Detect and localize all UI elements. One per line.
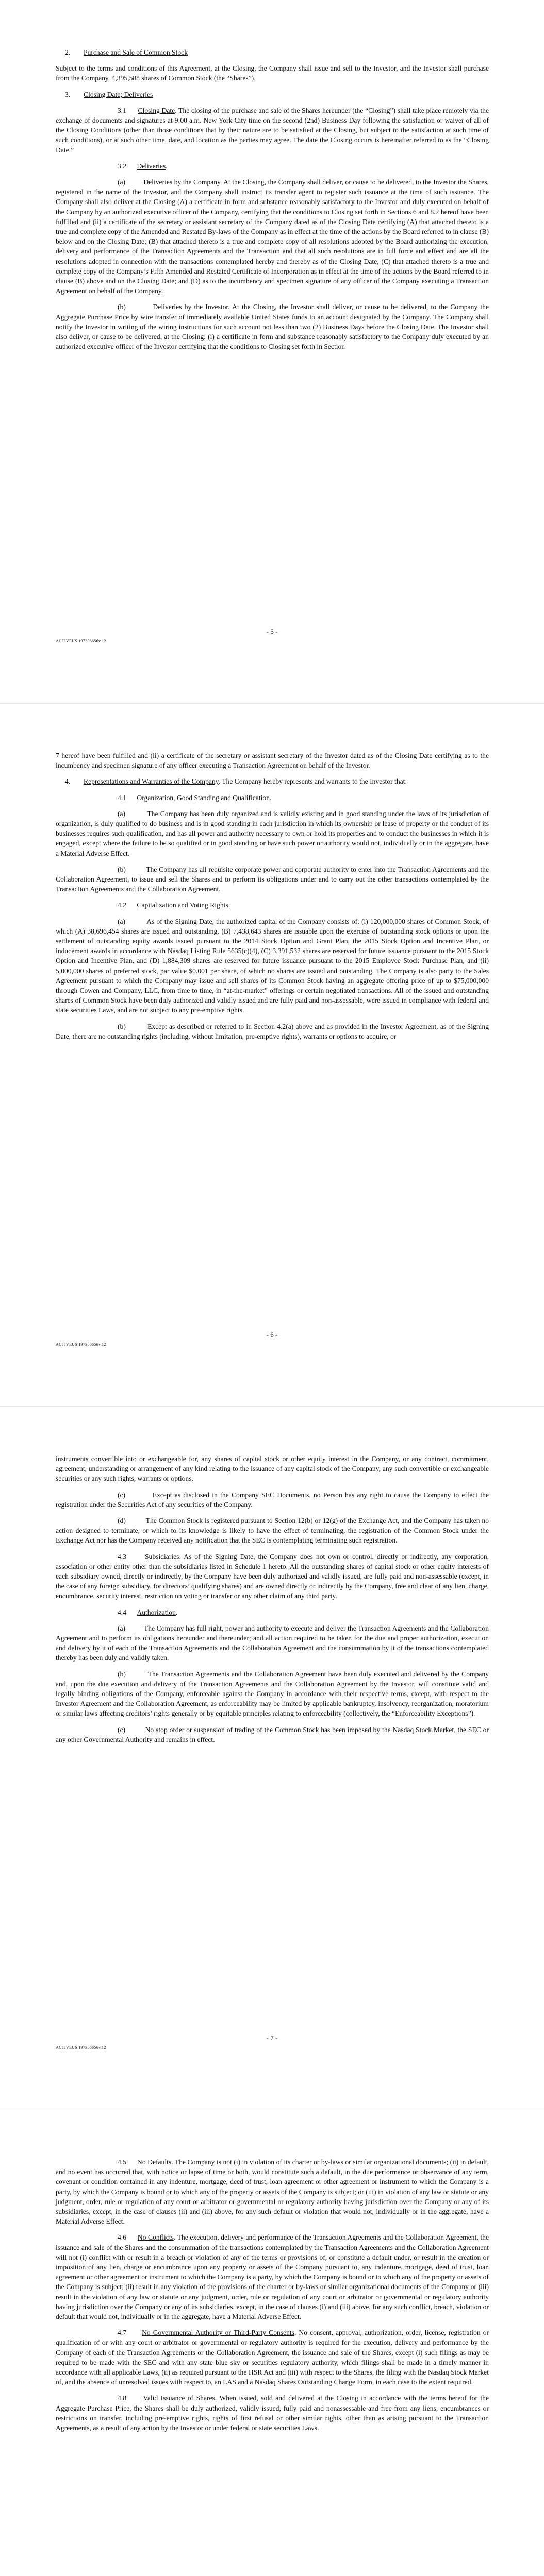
subsection-text: When issued, sold and delivered at the Closing in accordance with the terms hereof for the Aggregate Purchase Price, the Shares shall be duly authorized, validly issued, fully paid and nonassessable and free from any liens, encumbrances or restrictions on transfer, including pre-emptive rights, rights of first refusal or other similar rights, other than as arising pursuant to the Transaction Agreements, as a result of any action by the Investor or under federal or state securities Laws.	[56, 2394, 489, 2432]
clause-label: (a)	[118, 809, 126, 818]
clause-text: At the Closing, the Company shall deliver, or cause to be delivered, to the Investor the Shares, registered in the name of the Investor, and the Company shall instruct its transfer agent to register such issuance at the time of such issuance. The Company shall also deliver at the Closing (A) a certificate in form and substance reasonably satisfactory to the Investor and duly executed on behalf of the Company by an authorized executive officer of the Company, certifying that the conditions to Closing set forth in Sections 6 and 8.2 hereof have been fulfilled and (ii) a certificate of the secretary or assistant secretary of the Company dated as of the Closing Date certifying (A) that attached thereto is a true and complete copy of the Amended and Restated By-laws of the Company as in effect at the time of the actions by the Board referred to in clause (B) below and on the Closing Date; (B) that attached thereto is a true and complete copy of all resolutions adopted by the Board authorizing the execution, delivery and performance of the Transaction Agreements and the Transaction and that all such resolutions are in full force and effect and are all the resolutions adopted in connection with the transactions contemplated hereby and thereby as of the Closing Date; (C) that attached thereto is a true and complete copy of the Company’s Fifth Amended and Restated Certificate of Incorporation as in effect at the time of the actions by the Board referred to in clause (B) above and on the Closing Date; and (D) as to the incumbency and specimen signature of any officer of the Company executing a Transaction Agreement on behalf of the Company.	[56, 178, 489, 295]
subsection: 4.2 Capitalization and Voting Rights.	[118, 901, 230, 909]
section-heading: Purchase and Sale of Common Stock	[84, 48, 188, 56]
subsection: 4.5 No Defaults. The Company is not (i) in violation of its charter or by-laws or similar organizational documents; (ii) in default, and no event has occurred that, with notice or lapse of time or both, would constitute such a default, in the due performance or observance of any term, covenant or condition contained in any indenture, mortgage, deed of trust, loan agreement or other agreement or instrument to which the Company is a party, by which the Company is bound or to which any of the property or assets of the Company is subject; or (iii) in violation of any law or statute or any judgment, order, rule or regulation of any court or arbitrator or governmental or regulatory authority having jurisdiction over the Company or any of its subsidiaries, except, in the case of clauses (ii) and (iii) above, for any such default or violation that would not, individually or in the aggregate, have a Material Adverse Effect.	[56, 2158, 489, 2226]
section: 4. Representations and Warranties of the Company. The Company hereby represents and warrants to the Investor that:	[65, 776, 489, 786]
subsection: 4.6 No Conflicts. The execution, delivery and performance of the Transaction Agreements and the Collaboration Agreement, the issuance and sale of the Shares and the consummation of the transactions contemplated by the Transaction Agreements and the Collaboration Agreement will not (i) conflict with or result in a breach or violation of any of the terms or provisions of, or constitute a default under, or result in the creation or imposition of any lien, charge or encumbrance upon any property or assets of the Company pursuant to, any indenture, mortgage, deed of trust, loan agreement or other agreement or instrument to which the Company is a party, by which the Company is bound or to which any of the property or assets of the Company is subject; (ii) result in any violation of the provisions of the charter or by-laws or similar organizational documents of the Company or (iii) result in the violation of any law or statute or any judgment, order, rule or regulation of any court or arbitrator or governmental or regulatory authority having jurisdiction over the Company or any of its subsidiaries, except, in the case of clauses (i) and (iii) above, for any such conflict, breach, violation or default that would not, individually or in the aggregate, have a Material Adverse Effect.	[56, 2233, 489, 2321]
subsection-number: 4.5	[118, 2158, 126, 2166]
section	[65, 47, 489, 57]
subsection-number: 4.1	[118, 793, 126, 802]
subsection-heading: Subsidiaries	[145, 1552, 179, 1561]
clause-text: Except as disclosed in the Company SEC Documents, no Person has any right to cause the Company to effect the registration under the Securities Act of any securities of the Company.	[56, 1490, 489, 1509]
subsection-number: 3.2	[118, 162, 126, 170]
subsection-number: 4.6	[118, 2233, 126, 2242]
page-content	[56, 47, 489, 358]
section	[65, 90, 489, 99]
subsection: 4.4 Authorization.	[118, 1608, 178, 1616]
document-id: ACTIVEUS 197306656v.12	[56, 639, 106, 643]
subsection-heading: No Conflicts	[137, 2233, 174, 2242]
clause-label: (d)	[118, 1517, 126, 1525]
section-heading: Representations and Warranties of the Company	[84, 777, 219, 786]
section-number: 3.	[65, 90, 71, 98]
clause	[56, 1490, 489, 1510]
subsection-number: 4.4	[118, 1608, 126, 1616]
page-divider	[0, 1406, 544, 1407]
subsection-number: 4.7	[118, 2329, 126, 2337]
clause-text: The Company has been duly organized and is validly existing and in good standing under the laws of its jurisdiction of organization, is duly qualified to do business and is in good standing in each jurisdiction in which its ownership or lease of property or the conduct of its businesses requires such qualification, and has all power and authority necessary to own or hold its properties and to conduct the businesses in which it is engaged, except where the failure to be so qualified or in good standing or have such power or authority would not, individually or in the aggregate, have a Material Adverse Effect.	[56, 809, 489, 857]
clause-text: As of the Signing Date, the authorized capital of the Company consists of: (i) 120,000,000 shares of Common Stock, of which (A) 38,696,454 shares are issued and outstanding, (B) 7,438,643 shares are issuable upon the exercise of outstanding stock options or upon the settlement of outstanding equity awards issued pursuant to the 2014 Stock Option and Grant Plan, the 2015 Stock Option and Incentive Plan, or inducement awards in accordance with Nasdaq Listing Rule 5635(c)(4), (C) 3,391,532 shares are reserved for future issuance pursuant to the 2015 Stock Option and Incentive Plan, and (D) 1,884,309 shares are reserved for future issuance pursuant to the 2015 Employee Stock Purchase Plan, and (ii) 5,000,000 shares of preferred stock, par value $0.001 per share, of which no shares are issued and outstanding. The Company is also party to the Sales Agreement pursuant to which the Company may issue and sell shares of its Common Stock having an aggregate offering price of up to $75,000,000 through Cowen and Company, LLC, from time to time, in “at-the-market” offerings or certain negotiated transactions. All of the issued and outstanding shares of Common Stock have been duly authorized and validly issued and are fully paid and non-assessable, were issued in compliance with federal and state securities Laws, and are not subject to any pre-emptive rights.	[56, 917, 489, 1014]
subsection-heading: Authorization	[137, 1608, 176, 1616]
subsection-heading: No Defaults	[137, 2158, 172, 2166]
subsection-heading: Organization, Good Standing and Qualification	[137, 793, 270, 802]
subsection-heading: Deliveries	[137, 162, 166, 170]
clause-text: The Company has all requisite corporate power and corporate authority to enter into the Transaction Agreements and the Collaboration Agreement, to issue and sell the Shares and to perform its obligations under and to carry out the other transactions contemplated by the Transaction Agreements and the Collaboration Agreement.	[56, 865, 489, 893]
subsection-number: 4.8	[118, 2394, 126, 2402]
subsection-number: 4.2	[118, 901, 126, 909]
paragraph: 7 hereof have been fulfilled and (ii) a certificate of the secretary or assistant secretary of the Investor dated as of the Closing Date certifying as to the incumbency and specimen signature of any officer executing a Transaction Agreement on behalf of the Investor.	[56, 752, 489, 770]
clause-text: No stop order or suspension of trading of the Common Stock has been imposed by the Nasdaq Stock Market, the SEC or any other Governmental Authority and remains in effect.	[56, 1725, 489, 1743]
clause-heading: Deliveries by the Investor	[153, 303, 228, 311]
subsection: 3.2 Deliveries.	[118, 162, 168, 170]
page-content	[56, 1454, 489, 1751]
page	[0, 2110, 544, 2576]
clause-label: (b)	[118, 303, 126, 311]
page-content	[56, 751, 489, 1047]
clause	[56, 809, 489, 858]
page	[0, 1406, 544, 2110]
subsection-number: 4.3	[118, 1552, 126, 1561]
clause: (a) Deliveries by the Company. At the Closing, the Company shall deliver, or cause to be delivered, to the Investor the Shares, registered in the name of the Investor, and the Company shall instruct its transfer agent to register such issuance at the time of such issuance. The Company shall also deliver at the Closing (A) a certificate in form and substance reasonably satisfactory to the Investor and duly executed on behalf of the Company by an authorized executive officer of the Company, certifying that the conditions to Closing set forth in Sections 6 and 8.2 hereof have been fulfilled and (ii) a certificate of the secretary or assistant secretary of the Company dated as of the Closing Date certifying (A) that attached thereto is a true and complete copy of the Amended and Restated By-laws of the Company as in effect at the time of the actions by the Board referred to in clause (B) below and on the Closing Date; (B) that attached thereto is a true and complete copy of all resolutions adopted by the Board authorizing the execution, delivery and performance of the Transaction Agreements and the Transaction and that all such resolutions are in full force and effect and are all the resolutions adopted in connection with the transactions contemplated hereby and thereby as of the Closing Date; (C) that attached thereto is a true and complete copy of the Company’s Fifth Amended and Restated Certificate of Incorporation as in effect at the time of the actions by the Board referred to in clause (B) above and on the Closing Date; and (D) as to the incumbency and specimen signature of any officer of the Company executing a Transaction Agreement on behalf of the Company.	[56, 178, 489, 295]
clause-text: At the Closing, the Investor shall deliver, or cause to be delivered, to the Company the Aggregate Purchase Price by wire transfer of immediately available United States funds to an account designated by the Company. The Company shall notify the Investor in writing of the wiring instructions for such account not less than two (2) Business Days before the Closing Date. The Investor shall also deliver, or cause to be delivered, at the Closing: (i) a certificate in form and substance reasonably satisfactory to the Company duly executed by an authorized executive officer of the Investor certifying that the conditions to Closing set forth in Section	[56, 303, 489, 351]
document-id: ACTIVEUS 197306656v.12	[56, 1342, 106, 1347]
subsection-text: The execution, delivery and performance of the Transaction Agreements and the Collaboration Agreement, the issuance and sale of the Shares and the consummation of the transactions contemplated by the Transaction Agreements and the Collaboration Agreement will not (i) conflict with or result in a breach or violation of any of the terms or provisions of, or constitute a default under, or result in the creation or imposition of any lien, charge or encumbrance upon any property or assets of the Company pursuant to, any indenture, mortgage, deed of trust, loan agreement or other agreement or instrument to which the Company is a party, by which the Company is bound or to which any of the property or assets of the Company is subject; (ii) result in any violation of the provisions of the charter or by-laws or similar organizational documents of the Company or (iii) result in the violation of any law or statute or any judgment, order, rule or regulation of any court or arbitrator or governmental or regulatory authority having jurisdiction over the Company or any of its subsidiaries, except, in the case of clauses (i) and (iii) above, for any such conflict, breach, violation or default that would not, individually or in the aggregate, have a Material Adverse Effect.	[56, 2233, 489, 2321]
clause	[56, 1022, 489, 1041]
clause	[56, 1623, 489, 1663]
clause-label: (b)	[118, 865, 126, 873]
paragraph: instruments convertible into or exchangeable for, any shares of capital stock or other equity interest in the Company, or any contract, commitment, agreement, understanding or arrangement of any kind relating to the issuance of any capital stock of the Company, any such convertible or exchangeable securities or any such rights, warrants or options.	[56, 1455, 489, 1483]
clause-text: The Company has full right, power and authority to execute and deliver the Transaction Agreements and the Collaboration Agreement and to perform its obligations hereunder and thereunder; and all action required to be taken for the due and proper authorization, execution and delivery by it of each of the Transaction Agreements and the Collaboration Agreement and the consummation by it of the transactions contemplated thereby has been duly and validly taken.	[56, 1624, 489, 1662]
subsection-heading: Capitalization and Voting Rights	[137, 901, 228, 909]
page	[0, 703, 544, 1406]
clause	[56, 865, 489, 894]
paragraph: Subject to the terms and conditions of this Agreement, at the Closing, the Company shall issue and sell to the Investor, and the Investor shall purchase from the Company, 4,395,588 shares of Common Stock (the “Shares”).	[56, 64, 489, 82]
page	[0, 0, 544, 703]
subsection-heading: No Governmental Authority or Third-Party Consents	[142, 2329, 294, 2337]
clause-label: (c)	[118, 1725, 126, 1734]
subsection: 4.8 Valid Issuance of Shares. When issued, sold and delivered at the Closing in accordance with the terms hereof for the Aggregate Purchase Price, the Shares shall be duly authorized, validly issued, fully paid and nonassessable and free from any liens, encumbrances or restrictions on transfer, including pre-emptive rights, rights of first refusal or other similar rights, other than as arising pursuant to the Transaction Agreements, as a result of any action by the Investor or under federal or state securities Laws.	[56, 2394, 489, 2432]
page-number: - 5 -	[266, 628, 278, 635]
clause-label: (b)	[118, 1670, 126, 1678]
clause-label: (a)	[118, 917, 126, 925]
page-footer	[0, 1331, 544, 1347]
subsection-text: No consent, approval, authorization, order, license, registration or qualification of or with any court or arbitrator or governmental or regulatory authority is required for the execution, delivery and performance by the Company of each of the Transaction Agreements or the Collaboration Agreement, the issuance and sale of the Shares, except (i) such filings as may be required to be made with the SEC and with any state blue sky or securities regulatory authority, which filings shall be made in a timely manner in accordance with all applicable Laws, (ii) as required pursuant to the HSR Act and (iii) with respect to the Shares, the filing with the Nasdaq Stock Market of, and the absence of unresolved issues with respect to, an LAS and a Nasdaq Shares Outstanding Change Form, in each case to the extent required.	[56, 2329, 489, 2386]
subsection-text: The Company is not (i) in violation of its charter or by-laws or similar organizational documents; (ii) in default, and no event has occurred that, with notice or lapse of time or both, would constitute such a default, in the due performance or observance of any term, covenant or condition contained in any indenture, mortgage, deed of trust, loan agreement or other agreement or instrument to which the Company is a party, by which the Company is bound or to which any of the property or assets of the Company is subject; or (iii) in violation of any law or statute or any judgment, order, rule or regulation of any court or arbitrator or governmental or regulatory authority having jurisdiction over the Company or any of its subsidiaries, except, in the case of clauses (ii) and (iii) above, for any such default or violation that would not, individually or in the aggregate, have a Material Adverse Effect.	[56, 2158, 489, 2226]
section-number: 2.	[65, 48, 71, 56]
page-footer	[0, 2034, 544, 2050]
clause-text: The Transaction Agreements and the Collaboration Agreement have been duly executed and delivered by the Company and, upon the due execution and delivery of the Transaction Agreements and the Collaboration Agreement by the Investor, will constitute valid and legally binding obligations of the Company, enforceable against the Company in accordance with their respective terms, except, with respect to the Investor Agreement and the Collaboration Agreement, as enforceability may be limited by applicable bankruptcy, insolvency, reorganization, moratorium or similar laws affecting creditors’ rights generally or by equitable principles relating to enforceability (collectively, the “Enforceability Exceptions”).	[56, 1670, 489, 1718]
page-footer	[0, 628, 544, 643]
section-number: 4.	[65, 777, 71, 786]
clause-text: Except as described or referred to in Section 4.2(a) above and as provided in the Investor Agreement, as of the Signing Date, there are no outstanding rights (including, without limitation, pre-emptive rights), warrants or options to acquire, or	[56, 1022, 489, 1040]
clause	[56, 917, 489, 1015]
subsection: 4.1 Organization, Good Standing and Qualification.	[118, 793, 272, 802]
page-content	[56, 2157, 489, 2439]
subsection-text: As of the Signing Date, the Company does not own or control, directly or indirectly, any corporation, association or other entity other than the subsidiaries listed in Schedule 1 hereto. All the outstanding shares of capital stock or other equity interests of each subsidiary owned, directly or indirectly, by the Company have been duly authorized and validly issued, are fully paid and non-assessable (except, in the case of any foreign subsidiary, for directors’ qualifying shares) and are owned directly or indirectly by the Company, free and clear of any lien, charge, encumbrance, security interest, restriction on voting or transfer or any other claim of any third party.	[56, 1552, 489, 1600]
subsection-number: 3.1	[118, 106, 126, 114]
page-number: - 6 -	[266, 1331, 278, 1338]
section-text: The Company hereby represents and warrants to the Investor that:	[222, 777, 407, 786]
page-divider	[0, 703, 544, 704]
subsection: 3.1 Closing Date. The closing of the purchase and sale of the Shares hereunder (the “Closing”) shall take place remotely via the exchange of documents and signatures at 9:00 a.m. New York City time on the second (2nd) Business Day following the satisfaction or waiver of all of the Closing Conditions (other than those conditions that by their nature are to be satisfied at the Closing, but subject to the satisfaction at such time of such conditions), or at such other time, date, and location as the parties may agree. The date the Closing occurs is hereinafter referred to as the “Closing Date.”	[56, 106, 489, 154]
clause	[56, 1725, 489, 1744]
clause	[56, 1669, 489, 1719]
document-id: ACTIVEUS 197306656v.12	[56, 2045, 106, 2050]
clause-heading: Deliveries by the Company	[143, 178, 220, 187]
clause-text: The Common Stock is registered pursuant to Section 12(b) or 12(g) of the Exchange Act, and the Company has taken no action designed to terminate, or which to its knowledge is likely to have the effect of terminating, the registration of the Common Stock under the Exchange Act nor has the Company received any notification that the SEC is contemplating terminating such registration.	[56, 1517, 489, 1545]
subsection-heading: Valid Issuance of Shares	[143, 2394, 215, 2402]
subsection: 4.3 Subsidiaries. As of the Signing Date, the Company does not own or control, directly or indirectly, any corporation, association or other entity other than the subsidiaries listed in Schedule 1 hereto. All the outstanding shares of capital stock or other equity interests of each subsidiary owned, directly or indirectly, by the Company have been duly authorized and validly issued, are fully paid and non-assessable (except, in the case of any foreign subsidiary, for directors’ qualifying shares) and are owned directly or indirectly by the Company, free and clear of any lien, charge, encumbrance, security interest, restriction on voting or transfer or any other claim of any third party.	[56, 1552, 489, 1600]
section-heading: Closing Date; Deliveries	[84, 90, 153, 98]
clause	[56, 1516, 489, 1546]
clause-label: (c)	[118, 1490, 126, 1499]
subsection: 4.7 No Governmental Authority or Third-Party Consents. No consent, approval, authorization, order, license, registration or qualification of or with any court or arbitrator or governmental or regulatory authority is required for the execution, delivery and performance by the Company of each of the Transaction Agreements or the Collaboration Agreement, the issuance and sale of the Shares, except (i) such filings as may be required to be made with the SEC and with any state blue sky or securities regulatory authority, which filings shall be made in a timely manner in accordance with all applicable Laws, (ii) as required pursuant to the HSR Act and (iii) with respect to the Shares, the filing with the Nasdaq Stock Market of, and the absence of unresolved issues with respect to, an LAS and a Nasdaq Shares Outstanding Change Form, in each case to the extent required.	[56, 2329, 489, 2386]
clause-label: (a)	[118, 1624, 126, 1632]
page-number: - 7 -	[266, 2034, 278, 2042]
clause-label: (a)	[118, 178, 126, 187]
clause: (b) Deliveries by the Investor. At the Closing, the Investor shall deliver, or cause to be delivered, to the Company the Aggregate Purchase Price by wire transfer of immediately available United States funds to an account designated by the Company. The Company shall notify the Investor in writing of the wiring instructions for such account not less than two (2) Business Days before the Closing Date. The Investor shall also deliver, or cause to be delivered, at the Closing: (i) a certificate in form and substance reasonably satisfactory to the Company duly executed by an authorized executive officer of the Investor certifying that the conditions to Closing set forth in Section	[56, 303, 489, 351]
subsection-heading: Closing Date	[138, 106, 175, 114]
clause-label: (b)	[118, 1022, 126, 1030]
subsection-text: The closing of the purchase and sale of the Shares hereunder (the “Closing”) shall take place remotely via the exchange of documents and signatures at 9:00 a.m. New York City time on the second (2nd) Business Day following the satisfaction or waiver of all of the Closing Conditions (other than those conditions that by their nature are to be satisfied at the Closing, but subject to the satisfaction at such time of such conditions), or at such other time, date, and location as the parties may agree. The date the Closing occurs is hereinafter referred to as the “Closing Date.”	[56, 106, 489, 154]
